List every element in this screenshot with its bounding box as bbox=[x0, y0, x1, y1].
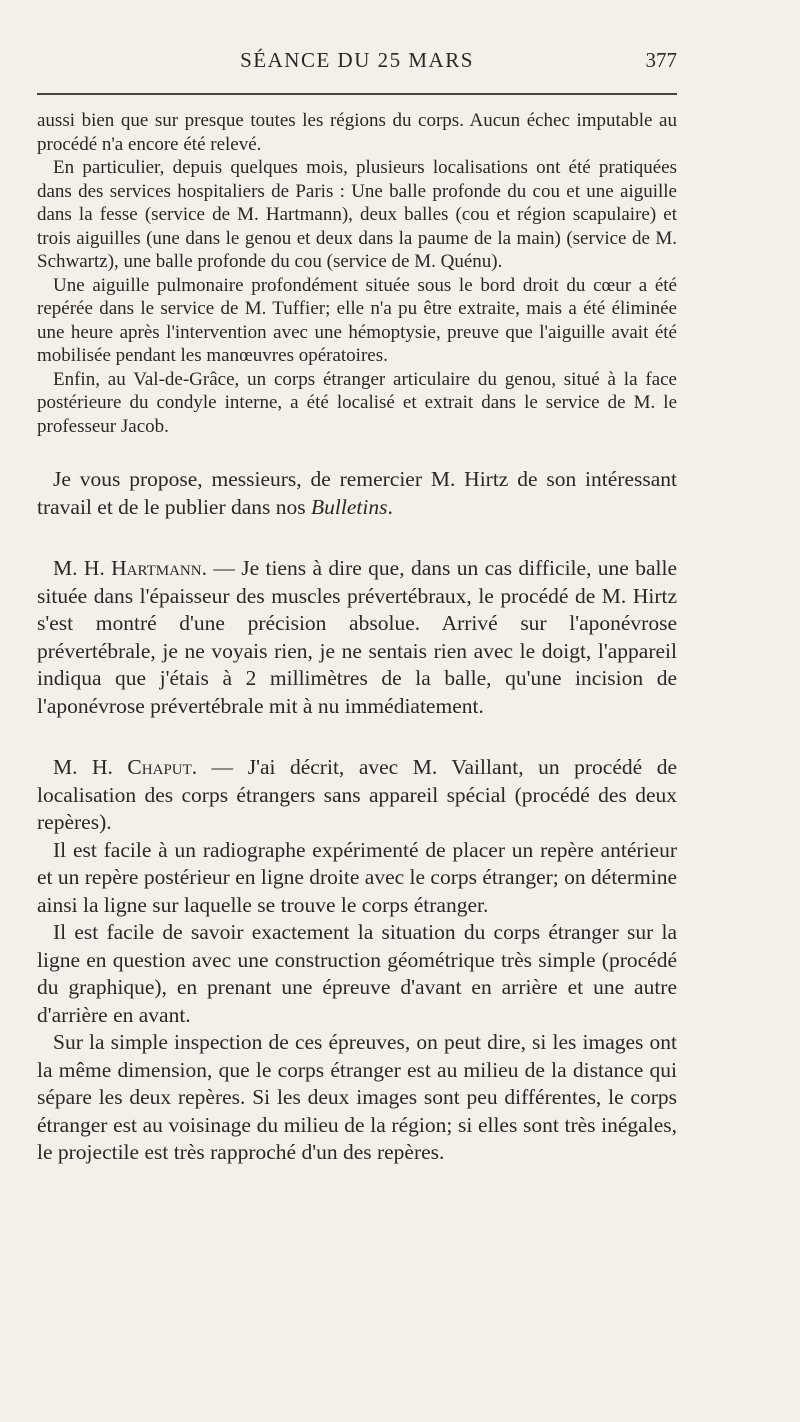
paragraph: En particulier, depuis quelques mois, plusieurs localisations ont été pratiquées dans des services hospitaliers de Paris : Une balle profonde du cou et une aiguille dans la fesse (service de M. Hartmann), deux balles (cou et région scapulaire) et trois aiguilles (une dans le genou et deux dans la paume de la main) (service de M. Schwartz), une balle profonde du cou (service de M. Quénu). bbox=[37, 157, 677, 272]
speaker-chaput: M. H. Chaput. bbox=[53, 755, 198, 779]
conclusion-text: Je vous propose, messieurs, de remercier M. Hirtz de son intéressant travail et de le publier dans nos bbox=[37, 467, 677, 519]
running-head: SÉANCE DU 25 MARS bbox=[240, 48, 474, 72]
paragraph: Enfin, au Val-de-Grâce, un corps étranger articulaire du genou, situé à la face postérieure du condyle interne, a été localisé et extrait dans le service de M. le professeur Jacob. bbox=[37, 368, 677, 437]
page-header bbox=[37, 48, 677, 78]
speaker-hartmann: M. H. Hartmann. bbox=[53, 556, 207, 580]
paragraph: aussi bien que sur presque toutes les régions du corps. Aucun échec imputable au procédé n'a encore été relevé. bbox=[37, 110, 677, 155]
hartmann-remark bbox=[37, 555, 677, 720]
page-number: 377 bbox=[645, 48, 677, 72]
conclusion-end: . bbox=[387, 494, 393, 519]
paragraph: Il est facile de savoir exactement la situation du corps étranger sur la ligne en question avec une construction géométrique très simple (procédé du graphique), en prenant une épreuve d'avant en arrière et une autre d'arrière en avant. bbox=[37, 920, 677, 1027]
chaput-text: — J'ai décrit, avec M. Vaillant, un procédé de localisation des corps étrangers sans appareil spécial (procédé des deux repères). bbox=[37, 755, 677, 834]
paragraph: Sur la simple inspection de ces épreuves, on peut dire, si les images ont la même dimension, que le corps étranger est au milieu de la distance qui sépare les deux repères. Si les deux images sont peu différentes, le corps étranger est au voisinage du milieu de la région; si elles sont très inégales, le projectile est très rapproché d'un des repères. bbox=[37, 1030, 677, 1164]
header-rule bbox=[37, 93, 677, 95]
chaput-remark bbox=[37, 754, 677, 837]
bulletins-title: Bulletins bbox=[311, 494, 388, 519]
paragraph: Il est facile à un radiographe expérimenté de placer un repère antérieur et un repère postérieur en ligne droite avec le corps étranger; on détermine ainsi la ligne sur laquelle se trouve le corps étranger. bbox=[37, 837, 677, 917]
conclusion-paragraph bbox=[37, 466, 677, 521]
page-body bbox=[37, 109, 677, 1167]
hartmann-text: — Je tiens à dire que, dans un cas difficile, une balle située dans l'épaisseur des muscles prévertébraux, le procédé de M. Hirtz s'est montré d'une précision absolue. Arrivé sur l'aponévrose prévertébrale, je ne voyais rien, je ne sentais rien avec le doigt, l'appareil indiqua que j'étais à 2 millimètres de la balle, qu'une incision de l'aponévrose prévertébrale mit à nu immédiatement. bbox=[37, 556, 677, 718]
paragraph: Une aiguille pulmonaire profondément située sous le bord droit du cœur a été repérée dans le service de M. Tuffier; elle n'a pu être extraite, mais a été éliminée une heure après l'intervention avec une hémoptysie, preuve que l'aiguille avait été mobilisée pendant les manœuvres opératoires. bbox=[37, 274, 677, 366]
